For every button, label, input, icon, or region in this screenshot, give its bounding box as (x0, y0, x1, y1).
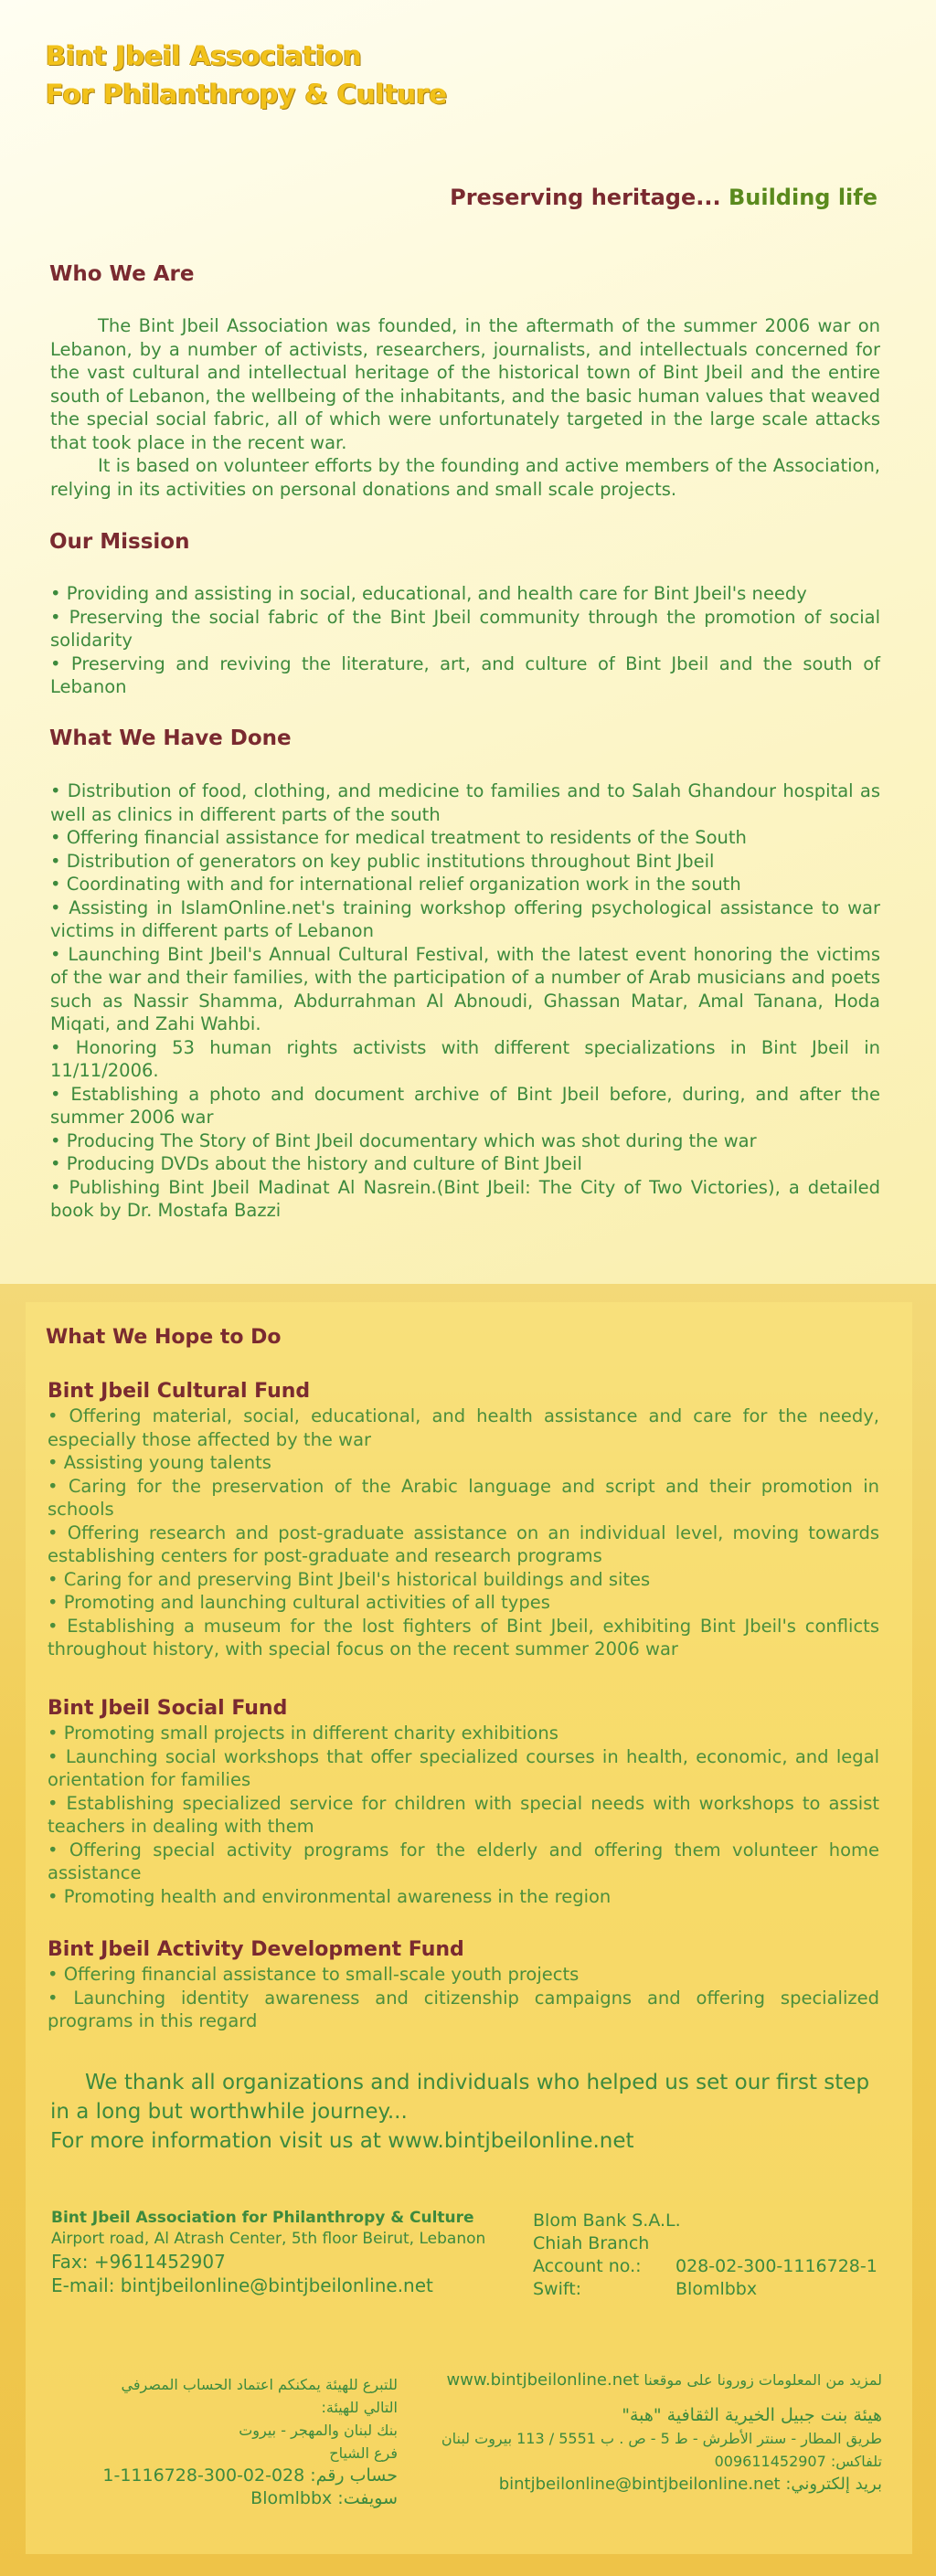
arabic-fax: تلفاكس: 009611452907 (714, 2453, 882, 2470)
social-fund-heading: Bint Jbeil Social Fund (48, 1697, 288, 1720)
bank-branch: Chiah Branch (533, 2233, 650, 2253)
arabic-more-info: لمزيد من المعلومات زورونا على موقعنا (644, 2371, 882, 2389)
who-we-are-text (50, 314, 880, 501)
list-item: • Promoting health and environmental awareness in the region (48, 1885, 612, 1907)
list-item: • Providing and assisting in social, educational, and health care for Bint Jbeil's needy (50, 583, 807, 604)
list-item: • Offering special activity programs for the elderly and offering them volunteer home assistance (48, 1839, 879, 1883)
who-we-are-paragraph-1: The Bint Jbeil Association was founded, in the aftermath of the summer 2006 war on Lebanon, by a number of activists, researchers, journalists, and intellectuals concerned for the vast cultural and intellectual heritage of the historical town of Bint Jbeil and the entire south of Lebanon, the wellbeing of the inhabitants, and the basic human values that weaved the special social fabric, all of which were unfortunately targeted in the large scale attacks that took place in the recent war. (50, 315, 880, 453)
done-heading: What We Have Done (49, 726, 292, 750)
contact-email: E-mail: bintjbeilonline@bintjbeilonline.net (51, 2274, 433, 2296)
list-item: • Honoring 53 human rights activists with different specializations in Bint Jbeil in 11/11/2006. (50, 1036, 880, 1081)
activity-fund-list (48, 1963, 879, 2033)
list-item: • Assisting in IslamOnline.net's training workshop offering psychological assistance to war victims in different parts of Lebanon (50, 896, 880, 941)
title-line-1: Bint Jbeil Association (46, 40, 362, 71)
arabic-bank-branch: فرع الشياح (329, 2444, 398, 2462)
list-item: • Establishing a museum for the lost fighters of Bint Jbeil, exhibiting Bint Jbeil's conflicts throughout history, with special focus on the recent summer 2006 war (48, 1615, 879, 1659)
who-we-are-paragraph-2: It is based on volunteer efforts by the founding and active members of the Association, relying in its activities on personal donations and small scale projects. (50, 455, 880, 500)
arabic-website: www.bintjbeilonline.net (446, 2370, 640, 2390)
bank-swift-row (533, 2278, 917, 2301)
thanks-line-2: For more information visit us at www.bintjbeilonline.net (50, 2129, 634, 2153)
cultural-fund-heading: Bint Jbeil Cultural Fund (48, 1380, 311, 1403)
list-item: • Offering financial assistance to small-scale youth projects (48, 1964, 580, 1985)
list-item: • Distribution of generators on key public institutions throughout Bint Jbeil (50, 850, 715, 872)
list-item: • Producing DVDs about the history and culture of Bint Jbeil (50, 1153, 582, 1174)
thanks-message (50, 2068, 889, 2156)
list-item: • Coordinating with and for international relief organization work in the south (50, 874, 741, 895)
list-item: • Offering research and post-graduate assistance on an individual level, moving towards establishing centers for post-graduate and research programs (48, 1521, 879, 1566)
list-item: • Launching identity awareness and citizenship campaigns and offering specialized programs in this regard (48, 1987, 879, 2031)
arabic-donation-line-2: التالي للهيئة: (321, 2399, 398, 2416)
activity-fund-heading: Bint Jbeil Activity Development Fund (48, 1938, 464, 1961)
mission-list (50, 582, 880, 699)
list-item: • Preserving and reviving the literature, art, and culture of Bint Jbeil and the south of Lebanon (50, 652, 880, 697)
bank-info (533, 2210, 917, 2301)
list-item: • Caring for and preserving Bint Jbeil's historical buildings and sites (48, 1568, 651, 1590)
list-item: • Establishing specialized service for children with special needs with workshops to assist teachers in dealing with them (48, 1792, 879, 1837)
arabic-swift: سويفت: Blomlbbx (250, 2488, 398, 2508)
arabic-organization-name: هيئة بنت جبيل الخيرية الثقافية "هبة" (622, 2405, 882, 2425)
contact-info (51, 2208, 526, 2297)
list-item: • Distribution of food, clothing, and medicine to families and to Salah Ghandour hospital as well as clinics in different parts of the south (50, 780, 880, 825)
arabic-email: بريد إلكتروني: bintjbeilonline@bintjbeilonline.net (498, 2475, 882, 2494)
who-we-are-heading: Who We Are (49, 262, 195, 286)
arabic-account: حساب رقم: 028-02-300-1116728-1 (102, 2465, 398, 2486)
contact-fax: Fax: +9611452907 (51, 2251, 226, 2273)
tagline-part-a: Preserving heritage... (450, 185, 721, 210)
arabic-more-info-row (416, 2369, 882, 2391)
list-item: • Caring for the preservation of the Arabic language and script and their promotion in schools (48, 1475, 879, 1520)
cultural-fund-list (48, 1405, 879, 1661)
hope-heading: What We Hope to Do (46, 1326, 282, 1349)
title-line-2: For Philanthropy & Culture (46, 79, 448, 110)
arabic-address: طريق المطار - سنتر الأطرش - ط 5 - ص . ب 5551 / 113 بيروت لبنان (441, 2430, 882, 2447)
list-item: • Offering material, social, educational, and health assistance and care for the needy, especially those affected by the war (48, 1405, 879, 1450)
tagline (450, 185, 878, 210)
swift-label: Swift: (533, 2279, 582, 2299)
mission-heading: Our Mission (49, 530, 190, 554)
account-value: 028-02-300-1116728-1 (675, 2256, 878, 2276)
contact-address: Airport road, Al Atrash Center, 5th floor Beirut, Lebanon (51, 2230, 486, 2248)
list-item: • Promoting small projects in different charity exhibitions (48, 1723, 558, 1744)
thanks-line-1: We thank all organizations and individuals who helped us set our first step in a long but worthwhile journey... (50, 2071, 870, 2124)
arabic-bank-name: بنك لبنان والمهجر - بيروت (239, 2422, 398, 2439)
list-item: • Promoting and launching cultural activities of all types (48, 1592, 550, 1613)
list-item: • Launching Bint Jbeil's Annual Cultural Festival, with the latest event honoring the victims of the war and their families, with the participation of a number of Arab musicians and poets such as Nassir Shamma, Abdurrahman Al Abnoudi, Ghassan Matar, Amal Tanana, Hoda Miqati, and Zahi Wahbi. (50, 943, 880, 1034)
list-item: • Preserving the social fabric of the Bint Jbeil community through the promotion of social solidarity (50, 606, 880, 651)
list-item: • Offering financial assistance for medical treatment to residents of the South (50, 827, 747, 848)
organization-title (46, 37, 447, 113)
done-list (50, 779, 880, 1223)
swift-value: Blomlbbx (675, 2279, 758, 2299)
bank-name: Blom Bank S.A.L. (533, 2210, 681, 2231)
list-item: • Publishing Bint Jbeil Madinat Al Nasrein.(Bint Jbeil: The City of Two Victories), a detailed book by Dr. Mostafa Bazzi (50, 1176, 880, 1221)
account-label: Account no.: (533, 2256, 642, 2276)
arabic-donation-line-1: للتبرع للهيئة يمكنكم اعتماد الحساب المصرفي (121, 2376, 398, 2393)
social-fund-list (48, 1722, 879, 1908)
arabic-contact-info (416, 2369, 882, 2496)
arabic-donation-info (37, 2373, 398, 2510)
bank-account-row (533, 2255, 917, 2278)
list-item: • Producing The Story of Bint Jbeil documentary which was shot during the war (50, 1129, 757, 1151)
contact-organization-name: Bint Jbeil Association for Philanthropy & Culture (51, 2209, 474, 2227)
list-item: • Launching social workshops that offer specialized courses in health, economic, and legal orientation for families (48, 1745, 879, 1790)
list-item: • Assisting young talents (48, 1452, 271, 1473)
tagline-part-b: Building life (728, 185, 878, 210)
list-item: • Establishing a photo and document archive of Bint Jbeil before, during, and after the summer 2006 war (50, 1083, 880, 1128)
